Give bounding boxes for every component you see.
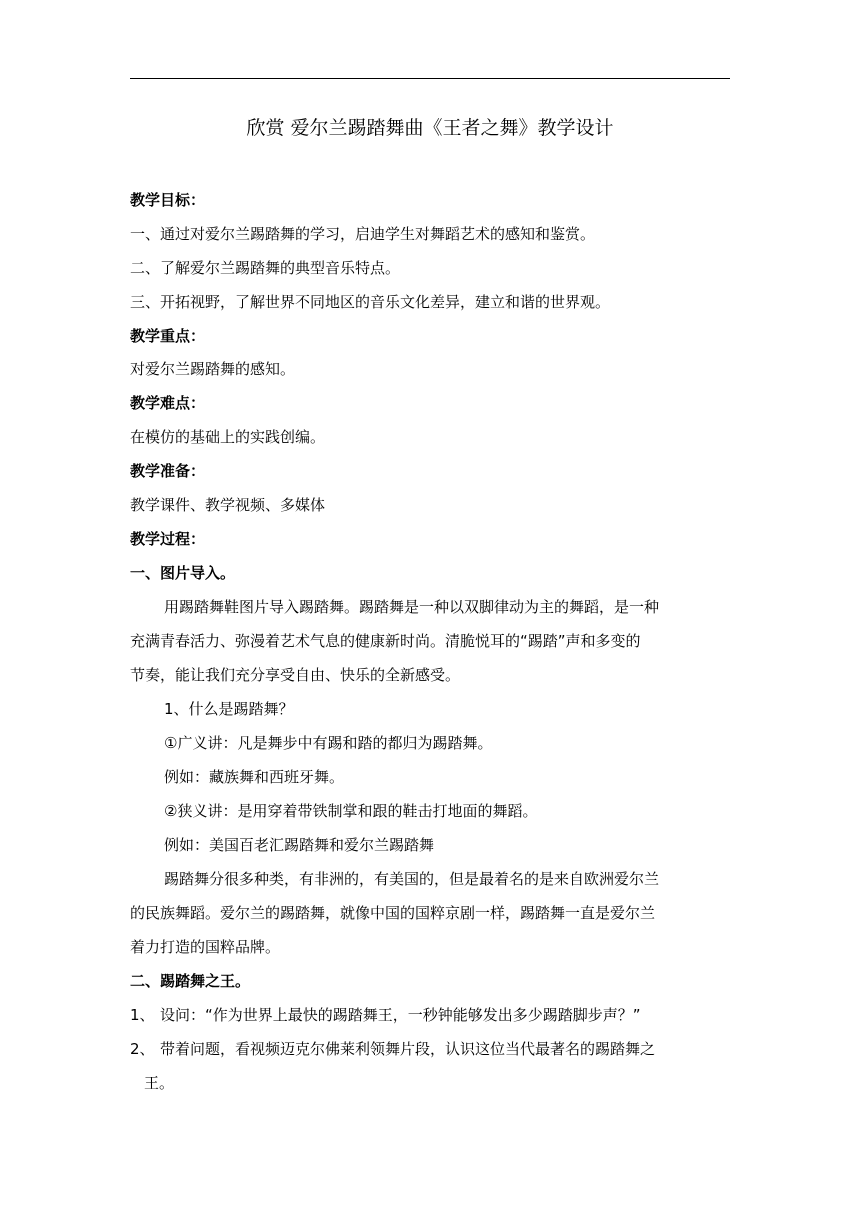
section2-item1-text: 设问：“作为世界上最快的踢踏舞王，一秒钟能够发出多少踢踏脚步声？” (160, 1006, 641, 1024)
objective-item-1: 一、通过对爱尔兰踢踏舞的学习，启迪学生对舞蹈艺术的感知和鉴赏。 (130, 225, 596, 243)
broad-example: 例如：藏族舞和西班牙舞。 (164, 768, 345, 786)
section2-heading: 二、踢踏舞之王。 (130, 972, 251, 990)
preparation-heading: 教学准备： (130, 462, 206, 480)
narrow-example: 例如：美国百老汇踢踏舞和爱尔兰踢踏舞 (164, 836, 435, 854)
question-what-is-tap: 1、什么是踢踏舞？ (164, 700, 294, 718)
section1-para2-line1: 踢踏舞分很多种类，有非洲的，有美国的，但是最着名的是来自欧洲爱尔兰 (164, 870, 660, 888)
preparation-text: 教学课件、教学视频、多媒体 (130, 496, 326, 514)
section1-para2-line2: 的民族舞蹈。爱尔兰的踢踏舞，就像中国的国粹京剧一样，踢踏舞一直是爱尔兰 (130, 904, 656, 922)
section2-item1-number: 1、 (130, 1006, 155, 1024)
section1-heading: 一、图片导入。 (130, 564, 236, 582)
document-title: 欣赏 爱尔兰踢踏舞曲《王者之舞》教学设计 (246, 117, 614, 139)
section2-item2-text-line1: 带着问题，看视频迈克尔佛莱利领舞片段，认识这位当代最著名的踢踏舞之 (160, 1040, 656, 1058)
header-rule (130, 78, 730, 79)
section2-item2-number: 2、 (130, 1040, 155, 1058)
section2-item2-text-line2: 王。 (144, 1074, 175, 1092)
section1-para2-line3: 着力打造的国粹品牌。 (130, 938, 281, 956)
section1-para1-line3: 节奏，能让我们充分享受自由、快乐的全新感受。 (130, 666, 461, 684)
broad-definition: ①广义讲：凡是舞步中有踢和踏的都归为踢踏舞。 (164, 734, 493, 752)
section1-para1-line1: 用踢踏舞鞋图片导入踢踏舞。踢踏舞是一种以双脚律动为主的舞蹈，是一种 (164, 598, 660, 616)
key-points-text: 对爱尔兰踢踏舞的感知。 (130, 360, 296, 378)
narrow-definition: ②狭义讲：是用穿着带铁制掌和跟的鞋击打地面的舞蹈。 (164, 802, 538, 820)
process-heading: 教学过程： (130, 530, 206, 548)
section1-para1-line2: 充满青春活力、弥漫着艺术气息的健康新时尚。清脆悦耳的“踢踏”声和多变的 (130, 632, 641, 650)
objective-item-3: 三、开拓视野，了解世界不同地区的音乐文化差异，建立和谐的世界观。 (130, 293, 611, 311)
objectives-heading: 教学目标： (130, 191, 206, 209)
key-points-heading: 教学重点： (130, 327, 206, 345)
difficulties-heading: 教学难点： (130, 394, 206, 412)
objective-item-2: 二、了解爱尔兰踢踏舞的典型音乐特点。 (130, 259, 401, 277)
difficulties-text: 在模仿的基础上的实践创编。 (130, 428, 326, 446)
